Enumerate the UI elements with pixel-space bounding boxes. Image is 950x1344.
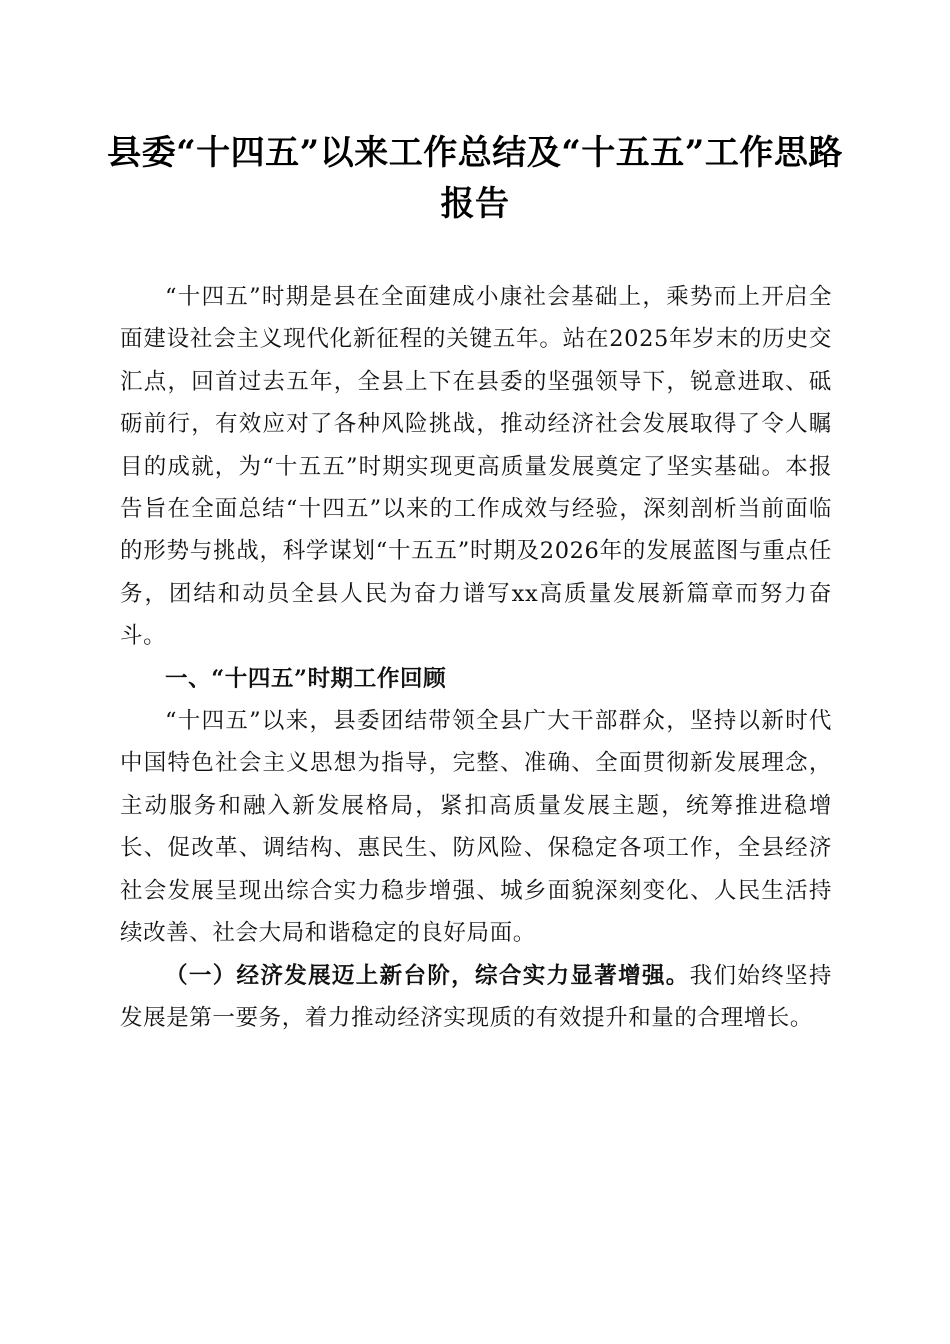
intro-paragraph: “十四五”时期是县在全面建成小康社会基础上，乘势而上开启全面建设社会主义现代化新征程的关键五年。站在2025年岁末的历史交汇点，回首过去五年，全县上下在县委的坚强领导下，锐意进取、砥砺前行，有效应对了各种风险挑战，推动经济社会发展取得了令人瞩目的成就，为“十五五”时期实现更高质量发展奠定了坚实基础。本报告旨在全面总结“十四五”以来的工作成效与经验，深刻剖析当前面临的形势与挑战，科学谋划“十五五”时期及2026年的发展蓝图与重点任务，团结和动员全县人民为奋力谱写xx高质量发展新篇章而努力奋斗。 <box>120 284 832 650</box>
section-review-paragraph: “十四五”以来，县委团结带领全县广大干部群众，坚持以新时代中国特色社会主义思想为指导，完整、准确、全面贯彻新发展理念，主动服务和融入新发展格局，紧扣高质量发展主题，统筹推进稳增长、促改革、调结构、惠民生、防风险、保稳定各项工作，全县经济社会发展呈现出综合实力稳步增强、城乡面貌深刻变化、人民生活持续改善、社会大局和谐稳定的良好局面。 <box>120 708 832 947</box>
subsection-economy-text: 我们始终坚持发展是第一要务，着力推动经济实现质的有效提升和量的合理增长。 <box>120 962 832 1031</box>
document-title: 县委“十四五”以来工作总结及“十五五”工作思路报告 <box>107 133 843 224</box>
subsection-economy-lead: （一）经济发展迈上新台阶，综合实力显著增强。 <box>165 962 690 989</box>
document-body <box>120 276 832 1039</box>
subsection-economy-paragraph <box>120 955 832 1040</box>
section-heading-review: 一、“十四五”时期工作回顾 <box>165 665 447 692</box>
